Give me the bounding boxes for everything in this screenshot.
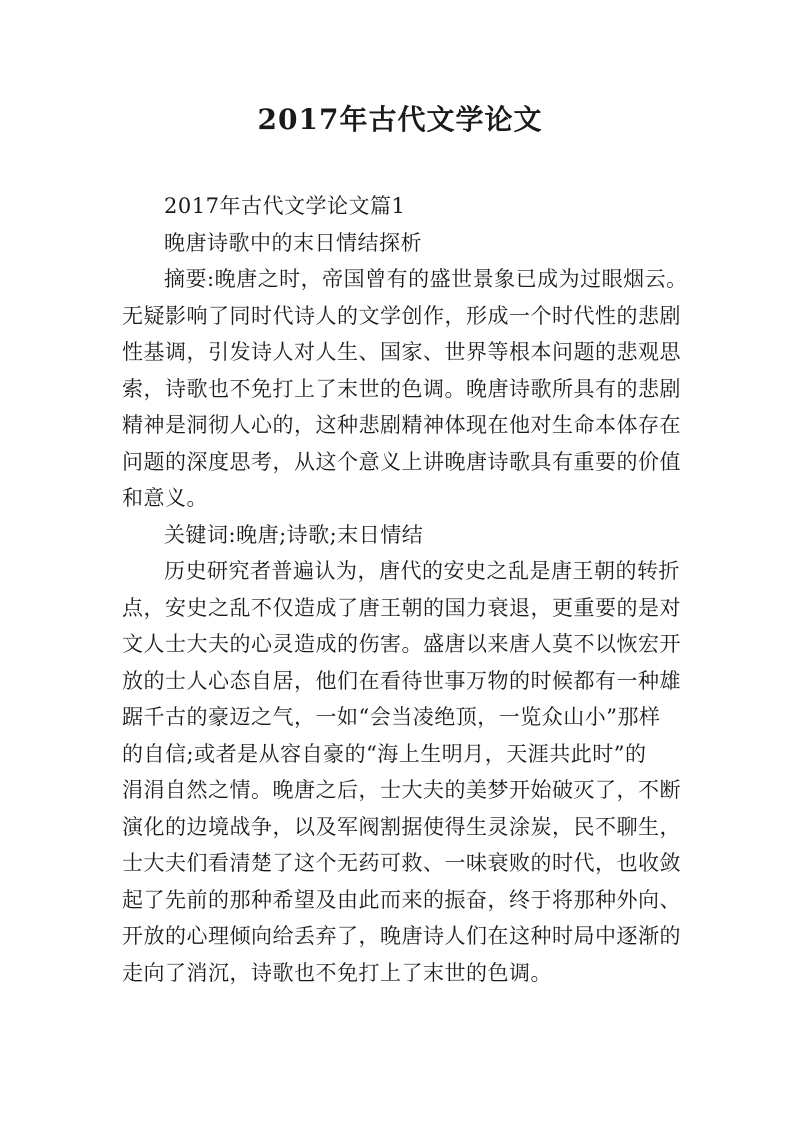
text-line: 2017年古代文学论文篇1 [164,194,406,218]
text-line: 放的士人心态自居，他们在看待世事万物的时候都有一种雄 [122,668,681,693]
text-line: 历史研究者普遍认为，唐代的安史之乱是唐王朝的转折 [164,559,680,583]
text-line: 踞千古的豪迈之气，一如“会当凌绝顶，一览众山小”那样 [122,705,661,729]
text-line: 的自信;或者是从容自豪的“海上生明月，天涯共此时”的 [122,741,647,766]
text-line: 走向了消沉，诗歌也不免打上了末世的色调。 [122,960,552,985]
document-title: 2017年古代文学论文 [257,103,543,136]
text-line: 开放的心理倾向给丢弃了，晚唐诗人们在这种时局中逐渐的 [122,924,681,948]
text-line: 点，安史之乱不仅造成了唐王朝的国力衰退，更重要的是对 [122,595,681,620]
text-line: 索，诗歌也不免打上了末世的色调。晚唐诗歌所具有的悲剧 [122,376,681,401]
text-line: 演化的边境战争，以及军阀割据使得生灵涂炭，民不聊生， [122,814,681,839]
text-line: 问题的深度思考，从这个意义上讲晚唐诗歌具有重要的价值 [122,449,681,474]
text-line: 晚唐诗歌中的末日情结探析 [164,230,422,255]
text-line: 士大夫们看清楚了这个无药可救、一味衰败的时代，也收敛 [122,851,681,875]
text-line: 无疑影响了同时代诗人的文学创作，形成一个时代性的悲剧 [122,303,681,328]
text-line: 关键词:晚唐;诗歌;末日情结 [164,522,424,547]
document-body [122,188,690,991]
text-line: 涓涓自然之情。晚唐之后，士大夫的美梦开始破灭了，不断 [122,778,681,802]
text-line: 起了先前的那种希望及由此而来的振奋，终于将那种外向、 [122,887,681,912]
text-line: 精神是洞彻人心的，这种悲剧精神体现在他对生命本体存在 [122,413,681,437]
text-line: 摘要:晚唐之时，帝国曾有的盛世景象已成为过眼烟云。 [164,267,688,291]
text-line: 文人士大夫的心灵造成的伤害。盛唐以来唐人莫不以恢宏开 [122,632,681,656]
text-line: 性基调，引发诗人对人生、国家、世界等根本问题的悲观思 [122,340,681,364]
text-line: 和意义。 [122,486,208,510]
